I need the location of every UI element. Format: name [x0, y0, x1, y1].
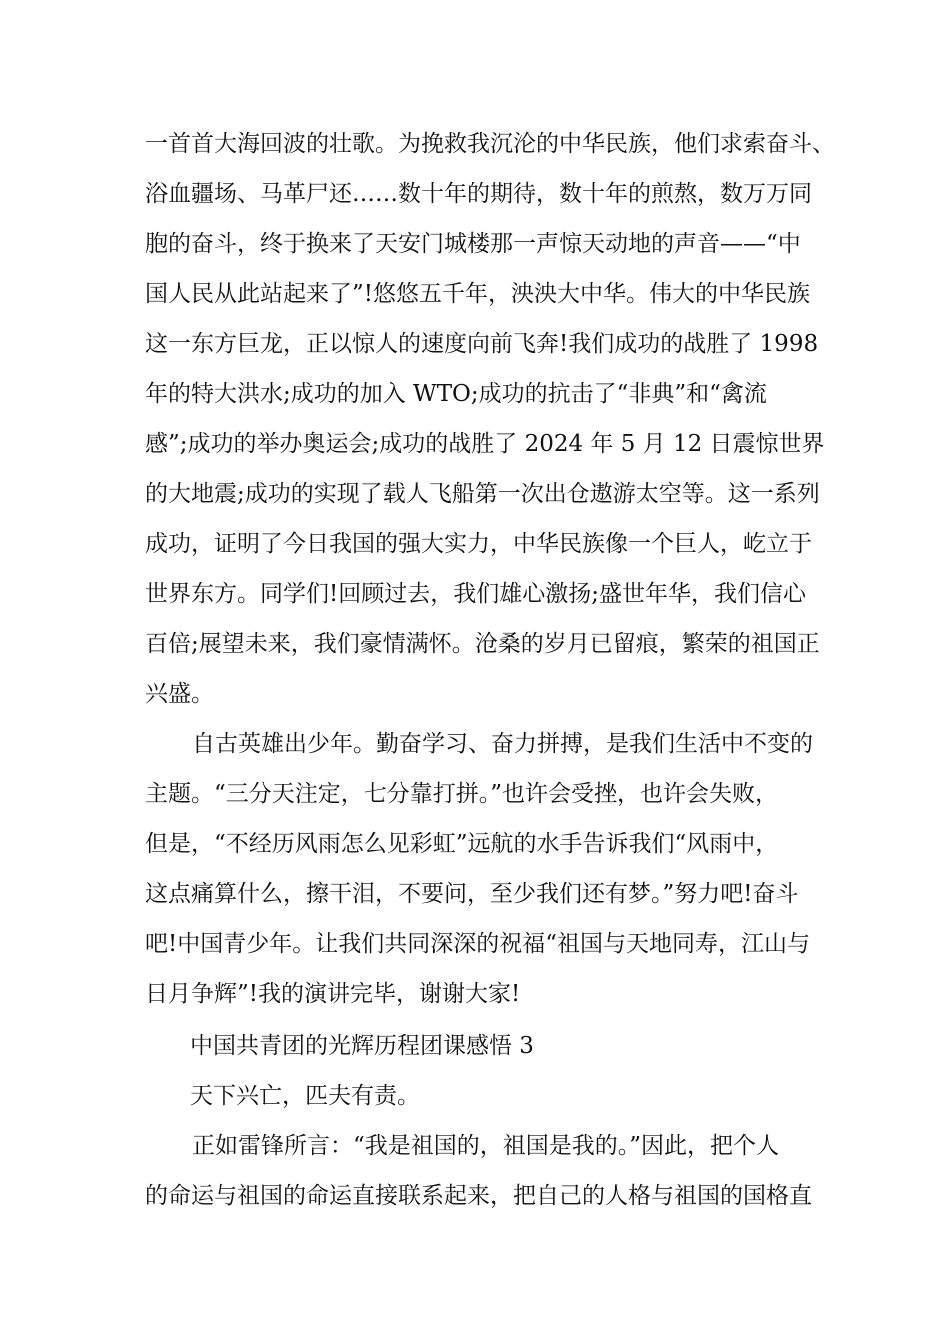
- text-line: 胞的奋斗，终于换来了天安门城楼那一声惊天动地的声音——“中: [145, 231, 801, 257]
- text-line: 的命运与祖国的命运直接联系起来，把自己的人格与祖国的国格直: [145, 1183, 812, 1209]
- text-line: 主题。“三分天注定，七分靠打拼。”也许会受挫，也许会失败，: [145, 781, 779, 807]
- text-line: 这一东方巨龙，正以惊人的速度向前飞奔!我们成功的战胜了 1998: [145, 331, 819, 357]
- text-line: 的大地震;成功的实现了载人飞船第一次出仓遨游太空等。这一系列: [145, 481, 820, 507]
- paragraph-start-line: 正如雷锋所言：“我是祖国的，祖国是我的。”因此，把个人: [192, 1133, 780, 1159]
- section-heading: 中国共青团的光辉历程团课感悟 3: [190, 1033, 534, 1059]
- text-line: 吧!中国青少年。让我们共同深深的祝福“祖国与天地同寿，江山与: [145, 931, 811, 957]
- text-line: 这点痛算什么，擦干泪，不要问，至少我们还有梦。”努力吧!奋斗: [145, 881, 799, 907]
- text-line: 国人民从此站起来了”!悠悠五千年，泱泱大中华。伟大的中华民族: [145, 281, 811, 307]
- text-line: 感”;成功的举办奥运会;成功的战胜了 2024 年 5 月 12 日震惊世界: [145, 431, 825, 457]
- paragraph-start-line: 天下兴亡，匹夫有责。: [190, 1083, 420, 1109]
- text-line: 日月争辉”!我的演讲完毕，谢谢大家!: [145, 981, 521, 1007]
- text-line: 但是，“不经历风雨怎么见彩虹”远航的水手告诉我们“风雨中，: [145, 831, 779, 857]
- text-line: 年的特大洪水;成功的加入 WTO;成功的抗击了“非典”和“禽流: [145, 381, 767, 407]
- text-line: 兴盛。: [145, 681, 214, 707]
- text-line: 浴血疆场、马革尸还……数十年的期待，数十年的煎熬，数万万同: [145, 181, 812, 207]
- paragraph-start-line: 自古英雄出少年。勤奋学习、奋力拼搏，是我们生活中不变的: [192, 731, 813, 757]
- text-line: 成功，证明了今日我国的强大实力，中华民族像一个巨人，屹立于: [145, 531, 812, 557]
- text-line: 一首首大海回波的壮歌。为挽救我沉沦的中华民族，他们求索奋斗、: [145, 131, 835, 157]
- text-line: 世界东方。同学们!回顾过去，我们雄心激扬;盛世年华，我们信心: [145, 581, 806, 607]
- text-line: 百倍;展望未来，我们豪情满怀。沧桑的岁月已留痕，繁荣的祖国正: [145, 631, 820, 657]
